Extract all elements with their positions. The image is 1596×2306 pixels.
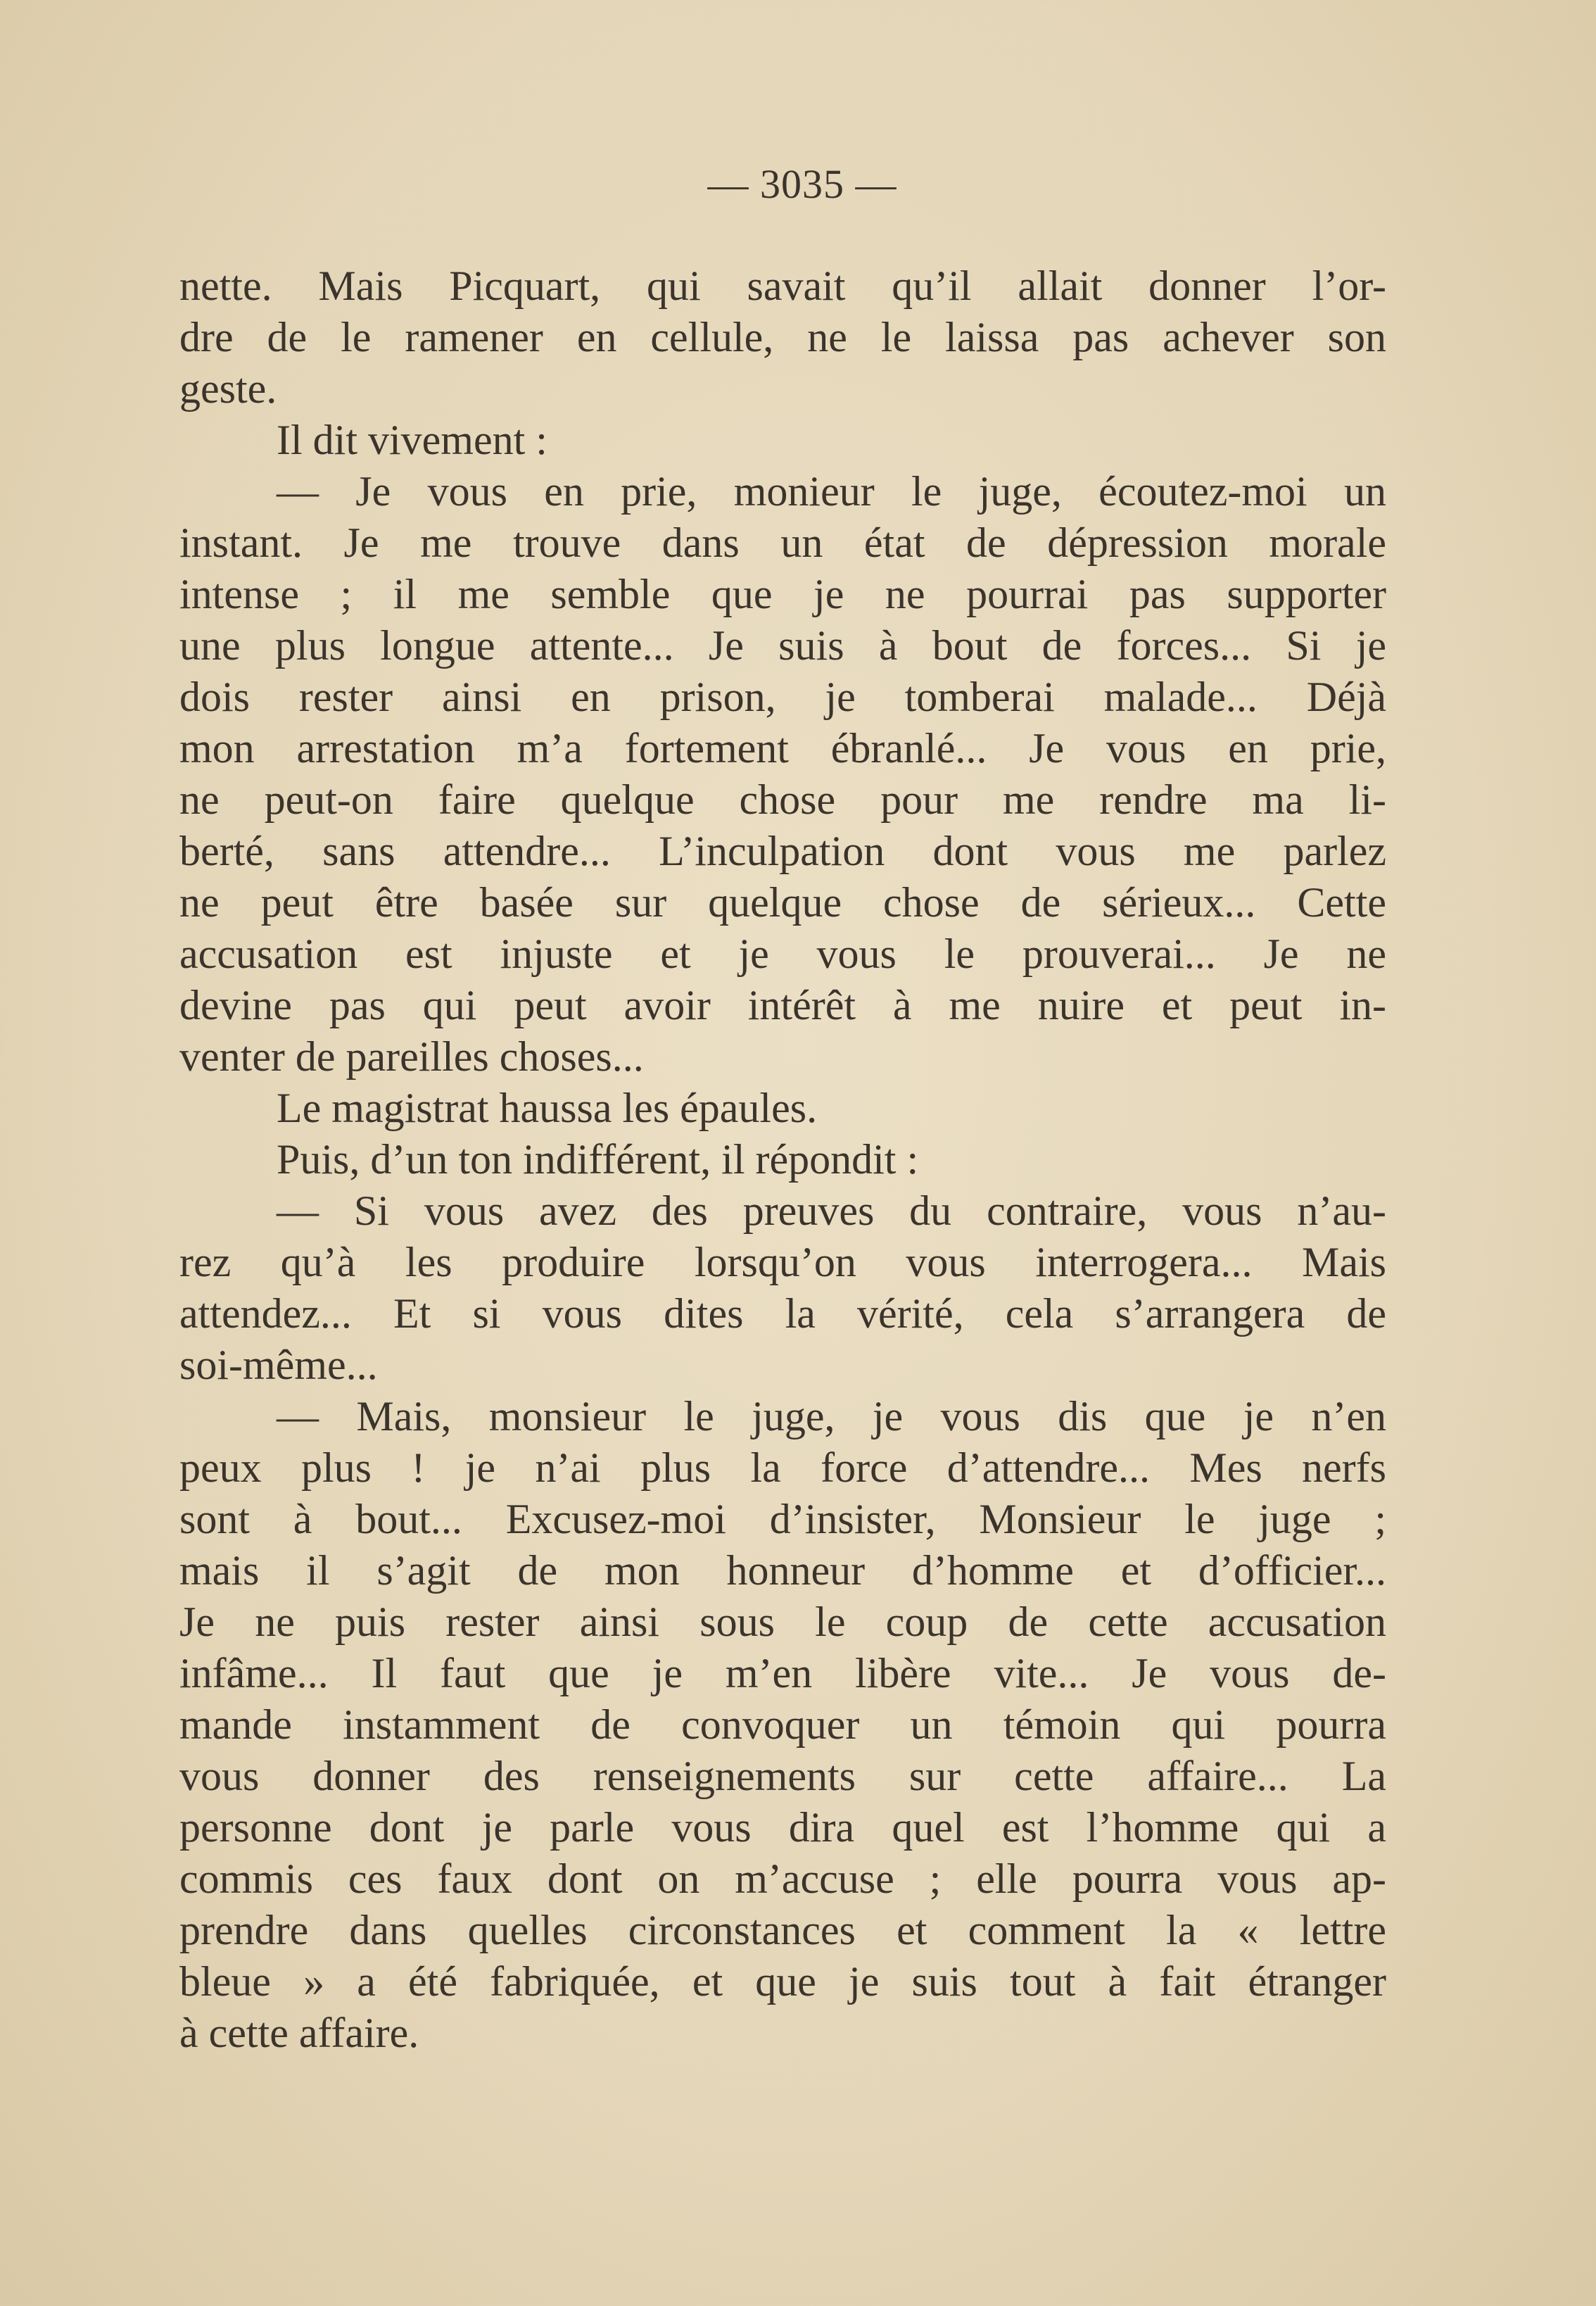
paragraph [179,1134,1386,1185]
text-line: instant. Je me trouve dans un état de dépression morale [179,519,1386,566]
text-line: nette. Mais Picquart, qui savait qu’il allait donner l’or- [179,263,1386,309]
text-line: une plus longue attente... Je suis à bout de forces... Si je [179,622,1386,669]
text-line: dre de le ramener en cellule, ne le laissa pas achever son [179,314,1386,360]
paragraph [179,466,1386,1083]
text-line: ne peut être basée sur quelque chose de sérieux... Cette [179,879,1386,926]
text-line: Je ne puis rester ainsi sous le coup de cette accusation [179,1599,1386,1645]
text-line: attendez... Et si vous dites la vérité, cela s’arrangera de [179,1290,1386,1337]
paragraph [179,1083,1386,1134]
text-line: infâme... Il faut que je m’en libère vite... Je vous de- [179,1650,1386,1696]
text-line: dois rester ainsi en prison, je tomberai malade... Déjà [179,674,1386,720]
paragraph [179,1391,1386,2059]
text-line: prendre dans quelles circonstances et comment la « lettre [179,1907,1386,1953]
text-line: Il dit vivement : [277,417,547,463]
text-line: venter de pareilles choses... [179,1033,644,1080]
text-line: peux plus ! je n’ai plus la force d’attendre... Mes nerfs [179,1444,1386,1491]
page-number: — 3035 — [707,161,897,207]
paragraph [179,1185,1386,1391]
text-line: commis ces faux dont on m’accuse ; elle pourra vous ap- [179,1855,1386,1902]
paragraph [179,415,1386,466]
text-line: personne dont je parle vous dira quel est l’homme qui a [179,1804,1386,1851]
text-line: à cette affaire. [179,2010,419,2056]
text-line: accusation est injuste et je vous le prouverai... Je ne [179,931,1386,977]
text-line: mon arrestation m’a fortement ébranlé... Je vous en prie, [179,725,1386,771]
body-text [179,260,1386,2059]
text-line: intense ; il me semble que je ne pourrai pas supporter [179,571,1386,617]
text-line: devine pas qui peut avoir intérêt à me nuire et peut in- [179,982,1386,1028]
text-line: mande instamment de convoquer un témoin qui pourra [179,1701,1386,1748]
text-line: soi-même... [179,1342,378,1388]
text-line: mais il s’agit de mon honneur d’homme et d’officier... [179,1547,1386,1594]
text-line: sont à bout... Excusez-moi d’insister, Monsieur le juge ; [179,1496,1386,1542]
text-line: vous donner des renseignements sur cette affaire... La [179,1753,1386,1799]
text-line: ne peut-on faire quelque chose pour me rendre ma li- [179,776,1386,823]
text-line: geste. [179,365,277,412]
text-line: Le magistrat haussa les épaules. [277,1085,818,1131]
text-line: — Je vous en prie, monieur le juge, écoutez-moi un [277,468,1386,515]
text-line: Puis, d’un ton indifférent, il répondit : [277,1136,919,1183]
text-line: — Si vous avez des preuves du contraire, vous n’au- [277,1187,1386,1234]
text-line: bleue » a été fabriquée, et que je suis tout à fait étranger [179,1958,1386,2005]
text-line: rez qu’à les produire lorsqu’on vous interrogera... Mais [179,1239,1386,1285]
paragraph [179,260,1386,415]
text-line: berté, sans attendre... L’inculpation dont vous me parlez [179,828,1386,874]
text-line: — Mais, monsieur le juge, je vous dis que je n’en [277,1393,1386,1439]
